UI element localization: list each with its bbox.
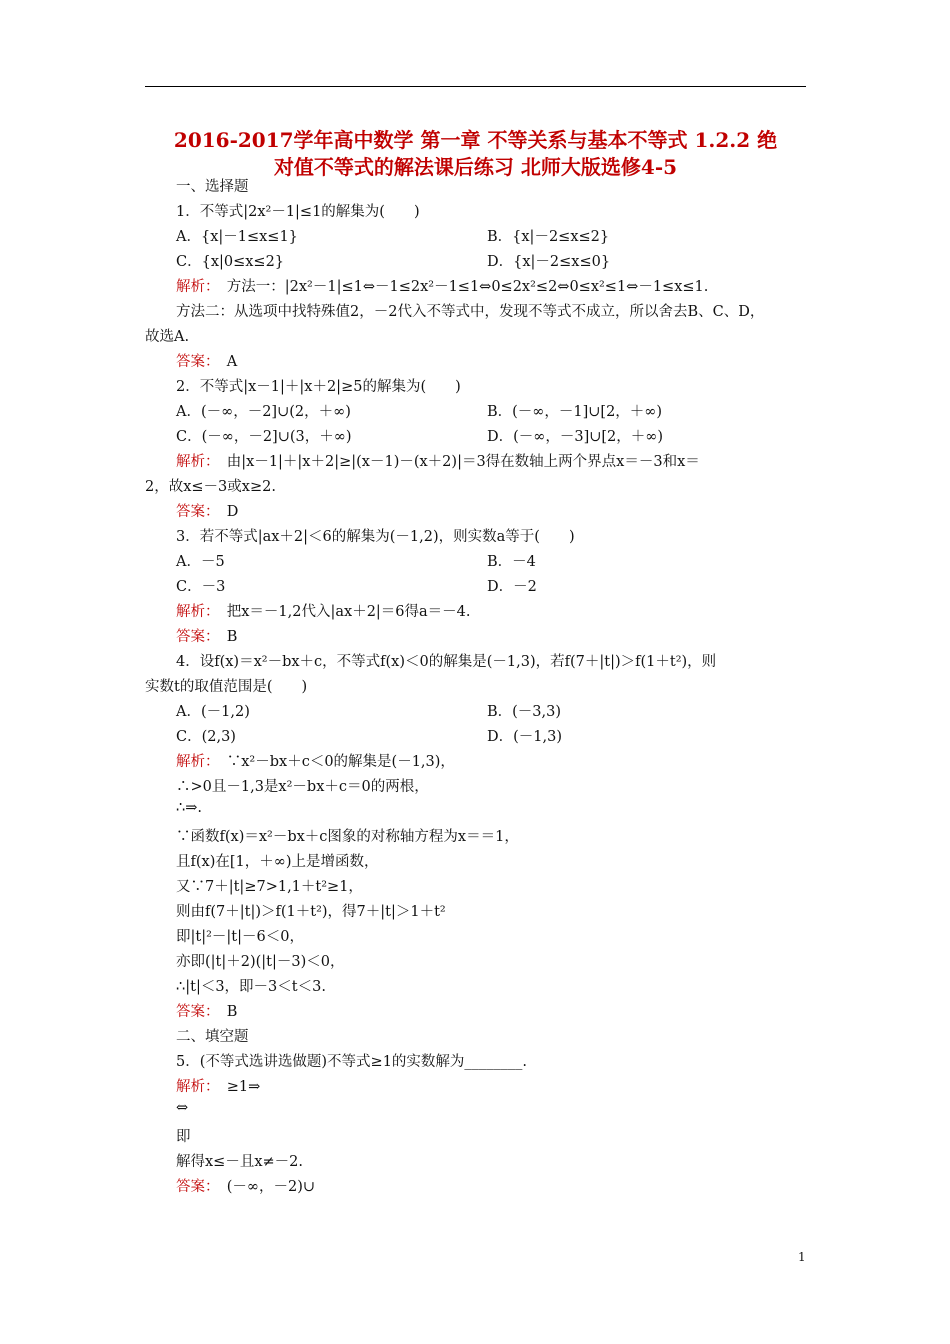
answer-label: 答案： xyxy=(176,1004,213,1020)
q4-option-a: A．(－1,2) xyxy=(176,704,250,720)
q2-analysis-2: 2，故x≤－3或x≥2. xyxy=(145,479,276,495)
analysis-label: 解析： xyxy=(176,604,213,620)
q1-answer xyxy=(176,350,237,371)
q4-analysis-4: ∵函数f(x)＝x²－bx＋c图象的对称轴方程为x＝＝1， xyxy=(176,829,519,845)
q5-analysis xyxy=(176,1075,260,1096)
q1-option-a: A．{x|－1≤x≤1} xyxy=(176,229,298,245)
answer-label: 答案： xyxy=(176,1179,213,1195)
analysis-text: 方法一：|2x²－1|≤1⇔－1≤2x²－1≤1⇔0≤2x²≤2⇔0≤x²≤1⇔－1≤x≤1. xyxy=(226,279,709,295)
q4-answer xyxy=(176,1000,237,1021)
q1-option-d: D．{x|－2≤x≤0} xyxy=(487,254,611,270)
q2-option-c: C．(－∞，－2]∪(3，＋∞) xyxy=(176,429,352,445)
q5-analysis-3: 即 xyxy=(176,1129,191,1145)
q4-analysis-3: ∴⇒. xyxy=(176,800,202,816)
q5-analysis-2: ⇔ xyxy=(176,1100,189,1116)
analysis-label: 解析： xyxy=(176,279,213,295)
q4-analysis-10: ∴|t|＜3，即－3＜t＜3. xyxy=(176,979,326,995)
q1-analysis xyxy=(176,275,708,296)
answer-value: B xyxy=(226,1004,238,1020)
answer-label: 答案： xyxy=(176,504,213,520)
q5-answer xyxy=(176,1175,315,1196)
q4-option-c: C．(2,3) xyxy=(176,729,236,745)
q3-option-b: B．－4 xyxy=(487,554,536,570)
q3-answer xyxy=(176,625,237,646)
q2-answer xyxy=(176,500,238,521)
answer-value: A xyxy=(226,354,238,370)
q1-analysis-2: 方法二：从选项中找特殊值2，－2代入不等式中，发现不等式不成立，所以舍去B、C、D， xyxy=(176,304,765,320)
answer-label: 答案： xyxy=(176,629,213,645)
answer-label: 答案： xyxy=(176,354,213,370)
analysis-label: 解析： xyxy=(176,754,213,770)
q3-option-c: C．－3 xyxy=(176,579,226,595)
q4-analysis xyxy=(176,750,455,771)
analysis-text: ≥1⇒ xyxy=(226,1079,261,1095)
q2-option-b: B．(－∞，－1]∪[2，＋∞) xyxy=(487,404,663,420)
question-4-stem-2: 实数t的取值范围是( ) xyxy=(145,679,308,695)
question-2-stem: 2．不等式|x－1|＋|x＋2|≥5的解集为( ) xyxy=(176,379,461,395)
q4-option-b: B．(－3,3) xyxy=(487,704,562,720)
q2-option-d: D．(－∞，－3]∪[2，＋∞) xyxy=(487,429,664,445)
analysis-text: ∵x²－bx＋c＜0的解集是(－1,3)， xyxy=(226,754,455,770)
q4-analysis-5: 且f(x)在[1，＋∞)上是增函数， xyxy=(176,854,379,870)
q4-analysis-9: 亦即(|t|＋2)(|t|－3)＜0， xyxy=(176,954,345,970)
analysis-text: 由|x－1|＋|x＋2|≥|(x－1)－(x＋2)|＝3得在数轴上两个界点x＝－3和x＝ xyxy=(226,454,700,470)
q4-analysis-6: 又∵7＋|t|≥7>1,1＋t²≥1， xyxy=(176,879,363,895)
question-4-stem: 4．设f(x)＝x²－bx＋c，不等式f(x)＜0的解集是(－1,3)，若f(7＋|t|)＞f(1＋t²)，则 xyxy=(176,654,717,670)
section-heading: 一、选择题 xyxy=(176,179,249,195)
q4-option-d: D．(－1,3) xyxy=(487,729,562,745)
q1-analysis-3: 故选A. xyxy=(145,329,190,345)
question-1-stem: 1．不等式|2x²－1|≤1的解集为( ) xyxy=(176,204,420,220)
doc-title-line-2: 对值不等式的解法课后练习 北师大版选修4-5 xyxy=(273,155,678,179)
q4-analysis-8: 即|t|²－|t|－6＜0， xyxy=(176,929,304,945)
q3-option-a: A．－5 xyxy=(176,554,225,570)
answer-value: B xyxy=(226,629,238,645)
section-heading-2: 二、填空题 xyxy=(176,1029,249,1045)
q3-analysis xyxy=(176,600,471,621)
header-rule xyxy=(145,86,806,87)
q1-option-b: B．{x|－2≤x≤2} xyxy=(487,229,610,245)
q2-analysis xyxy=(176,450,700,471)
q2-option-a: A．(－∞，－2]∪(2，＋∞) xyxy=(176,404,351,420)
q3-option-d: D．－2 xyxy=(487,579,537,595)
question-5-stem: 5．(不等式选讲选做题)不等式≥1的实数解为________. xyxy=(176,1054,528,1070)
answer-value: D xyxy=(226,504,239,520)
analysis-label: 解析： xyxy=(176,454,213,470)
q1-option-c: C．{x|0≤x≤2} xyxy=(176,254,285,270)
analysis-label: 解析： xyxy=(176,1079,213,1095)
q5-analysis-4: 解得x≤－且x≠－2. xyxy=(176,1154,303,1170)
q4-analysis-2: ∴>0且－1,3是x²－bx＋c＝0的两根， xyxy=(176,779,429,795)
answer-value: (－∞，－2)∪ xyxy=(226,1179,316,1195)
question-3-stem: 3．若不等式|ax＋2|＜6的解集为(－1,2)，则实数a等于( ) xyxy=(176,529,575,545)
analysis-text: 把x＝－1,2代入|ax＋2|＝6得a＝－4. xyxy=(226,604,471,620)
q4-analysis-7: 则由f(7＋|t|)＞f(1＋t²)，得7＋|t|＞1＋t² xyxy=(176,904,446,920)
doc-title-line-1: 2016-2017学年高中数学 第一章 不等关系与基本不等式 1.2.2 绝 xyxy=(173,128,778,152)
page-number: 1 xyxy=(798,1250,806,1264)
